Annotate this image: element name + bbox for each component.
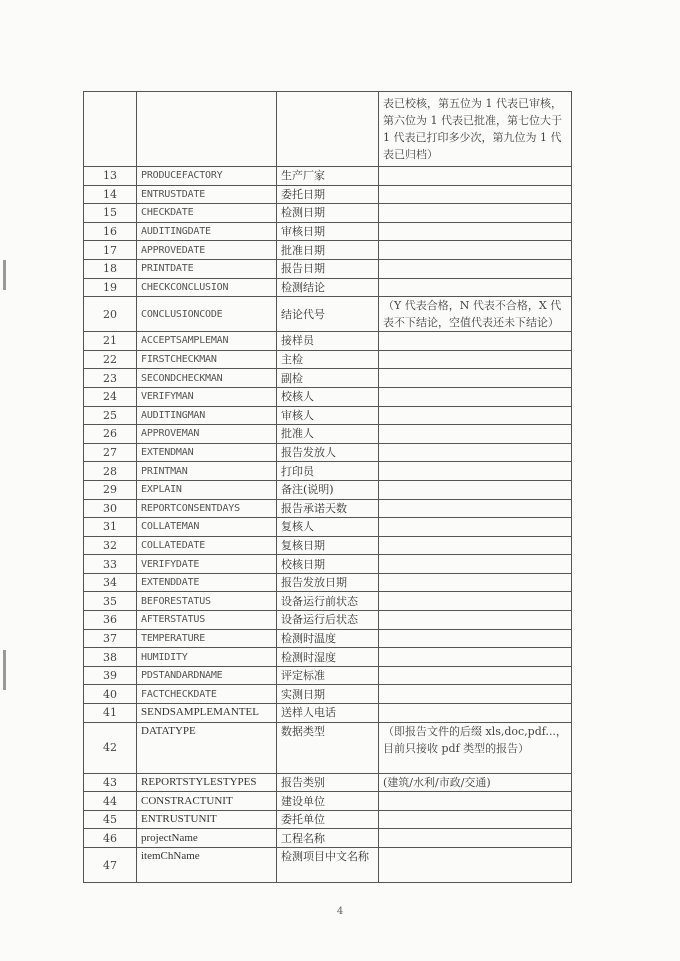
field-chinese-name: 接样员 [277,332,379,351]
field-code: CHECKCONCLUSION [137,278,277,297]
table-row [84,350,572,369]
field-chinese-name: 副检 [277,369,379,388]
field-description [379,425,572,444]
field-chinese-name: 工程名称 [277,829,379,848]
field-chinese-name: 报告发放人 [277,443,379,462]
table-row [84,829,572,848]
table-row [84,722,572,773]
table-row [84,259,572,278]
field-code: APPROVEMAN [137,425,277,444]
field-code: DATATYPE [137,722,277,773]
row-number: 20 [84,297,137,332]
field-description [379,666,572,685]
row-number: 45 [84,810,137,829]
row-number: 14 [84,185,137,204]
field-description [379,829,572,848]
field-code: AUDITINGDATE [137,222,277,241]
row-number: 34 [84,573,137,592]
table-row [84,222,572,241]
field-code: REPORTCONSENTDAYS [137,499,277,518]
field-description [379,185,572,204]
field-description [379,611,572,630]
field-chinese-name: 批准人 [277,425,379,444]
field-code: BEFORESTATUS [137,592,277,611]
field-description [379,555,572,574]
field-code: EXPLAIN [137,480,277,499]
field-description [379,278,572,297]
field-chinese-name: 审核日期 [277,222,379,241]
field-chinese-name: 报告发放日期 [277,573,379,592]
row-number: 38 [84,648,137,667]
table-row [84,185,572,204]
field-chinese-name: 委托日期 [277,185,379,204]
field-description [379,518,572,537]
table-row [84,406,572,425]
field-code: FIRSTCHECKMAN [137,350,277,369]
field-chinese-name: 校核人 [277,387,379,406]
row-number: 30 [84,499,137,518]
table-row [84,204,572,223]
table-row [84,241,572,260]
row-number: 41 [84,704,137,723]
field-code: CONCLUSIONCODE [137,297,277,332]
field-chinese-name: 检测时湿度 [277,648,379,667]
scan-artifact-bottom [3,650,6,690]
field-code: ACCEPTSAMPLEMAN [137,332,277,351]
table-row [84,167,572,186]
field-description [379,406,572,425]
row-number [84,92,137,167]
field-code: PRINTDATE [137,259,277,278]
field-code: FACTCHECKDATE [137,685,277,704]
field-code: TEMPERATURE [137,629,277,648]
field-code: SECONDCHECKMAN [137,369,277,388]
field-chinese-name: 结论代号 [277,297,379,332]
row-number: 21 [84,332,137,351]
field-code: projectName [137,829,277,848]
field-code: itemChName [137,848,277,883]
field-code [137,92,277,167]
field-description: （即报告文件的后缀 xls,doc,pdf...，目前只接收 pdf 类型的报告） [379,722,572,773]
field-description [379,462,572,481]
table-row [84,704,572,723]
field-code: CHECKDATE [137,204,277,223]
field-spec-body [84,92,572,883]
table-row [84,387,572,406]
field-chinese-name: 设备运行后状态 [277,611,379,630]
field-chinese-name: 复核人 [277,518,379,537]
field-chinese-name: 建设单位 [277,792,379,811]
row-number: 25 [84,406,137,425]
row-number: 44 [84,792,137,811]
table-row [84,773,572,792]
row-number: 36 [84,611,137,630]
table-row [84,278,572,297]
field-description [379,536,572,555]
field-code: HUMIDITY [137,648,277,667]
row-number: 43 [84,773,137,792]
row-number: 19 [84,278,137,297]
field-code: VERIFYDATE [137,555,277,574]
table-row [84,555,572,574]
table-row [84,443,572,462]
field-code: COLLATEDATE [137,536,277,555]
field-description [379,167,572,186]
row-number: 40 [84,685,137,704]
row-number: 18 [84,259,137,278]
row-number: 32 [84,536,137,555]
table-row [84,685,572,704]
row-number: 46 [84,829,137,848]
field-code: AUDITINGMAN [137,406,277,425]
field-chinese-name: 报告日期 [277,259,379,278]
field-chinese-name: 备注(说明) [277,480,379,499]
field-description [379,685,572,704]
field-code: CONSTRACTUNIT [137,792,277,811]
field-code: ENTRUSTDATE [137,185,277,204]
field-chinese-name: 报告类别 [277,773,379,792]
row-number: 37 [84,629,137,648]
row-number: 47 [84,848,137,883]
row-number: 15 [84,204,137,223]
field-code: COLLATEMAN [137,518,277,537]
field-chinese-name: 复核日期 [277,536,379,555]
field-description [379,848,572,883]
field-chinese-name: 实测日期 [277,685,379,704]
table-row [84,536,572,555]
field-code: AFTERSTATUS [137,611,277,630]
field-code: PRODUCEFACTORY [137,167,277,186]
field-description: （Y 代表合格，N 代表不合格，X 代表不下结论，空值代表还未下结论） [379,297,572,332]
field-description [379,792,572,811]
row-number: 39 [84,666,137,685]
field-description [379,704,572,723]
field-chinese-name: 检测项目中文名称 [277,848,379,883]
field-chinese-name: 数据类型 [277,722,379,773]
field-chinese-name: 校核日期 [277,555,379,574]
field-code: PDSTANDARDNAME [137,666,277,685]
field-description [379,592,572,611]
field-description [379,480,572,499]
field-description [379,241,572,260]
field-chinese-name: 检测结论 [277,278,379,297]
field-code: ENTRUSTUNIT [137,810,277,829]
table-row [84,810,572,829]
table-row [84,592,572,611]
field-chinese-name: 评定标准 [277,666,379,685]
field-chinese-name: 审核人 [277,406,379,425]
field-chinese-name: 报告承诺天数 [277,499,379,518]
field-spec-table [83,91,572,883]
field-description: (建筑/水利/市政/交通) [379,773,572,792]
table-row [84,297,572,332]
table-row [84,425,572,444]
field-description [379,629,572,648]
row-number: 35 [84,592,137,611]
table-row [84,369,572,388]
field-chinese-name: 打印员 [277,462,379,481]
row-number: 31 [84,518,137,537]
table-row [84,462,572,481]
table-row [84,92,572,167]
field-description [379,332,572,351]
field-description [379,648,572,667]
row-number: 29 [84,480,137,499]
row-number: 17 [84,241,137,260]
field-description [379,259,572,278]
page-number: 4 [336,906,344,917]
row-number: 23 [84,369,137,388]
field-description [379,499,572,518]
field-chinese-name: 送样人电话 [277,704,379,723]
table-row [84,648,572,667]
row-number: 13 [84,167,137,186]
table-row [84,499,572,518]
table-row [84,629,572,648]
row-number: 27 [84,443,137,462]
field-chinese-name: 检测时温度 [277,629,379,648]
field-description [379,443,572,462]
field-code: VERIFYMAN [137,387,277,406]
field-description [379,369,572,388]
table-row [84,518,572,537]
field-code: PRINTMAN [137,462,277,481]
row-number: 28 [84,462,137,481]
field-description [379,222,572,241]
field-chinese-name [277,92,379,167]
field-description [379,350,572,369]
row-number: 22 [84,350,137,369]
field-code: EXTENDDATE [137,573,277,592]
row-number: 16 [84,222,137,241]
table-row [84,332,572,351]
table-row [84,573,572,592]
field-chinese-name: 委托单位 [277,810,379,829]
row-number: 42 [84,722,137,773]
table-row [84,848,572,883]
row-number: 26 [84,425,137,444]
field-description [379,204,572,223]
field-code: REPORTSTYLESTYPES [137,773,277,792]
field-chinese-name: 生产厂家 [277,167,379,186]
field-description [379,810,572,829]
field-code: EXTENDMAN [137,443,277,462]
table-row [84,611,572,630]
field-code: SENDSAMPLEMANTEL [137,704,277,723]
field-chinese-name: 主检 [277,350,379,369]
row-number: 33 [84,555,137,574]
table-row [84,792,572,811]
field-chinese-name: 检测日期 [277,204,379,223]
field-chinese-name: 批准日期 [277,241,379,260]
table-row [84,666,572,685]
row-number: 24 [84,387,137,406]
field-code: APPROVEDATE [137,241,277,260]
field-description: 表已校核，第五位为 1 代表已审核，第六位为 1 代表已批准，第七位大于 1 代表已打印多少次，第九位为 1 代表已归档） [379,92,572,167]
field-description [379,573,572,592]
scan-artifact-top [3,260,6,290]
field-chinese-name: 设备运行前状态 [277,592,379,611]
field-description [379,387,572,406]
table-row [84,480,572,499]
